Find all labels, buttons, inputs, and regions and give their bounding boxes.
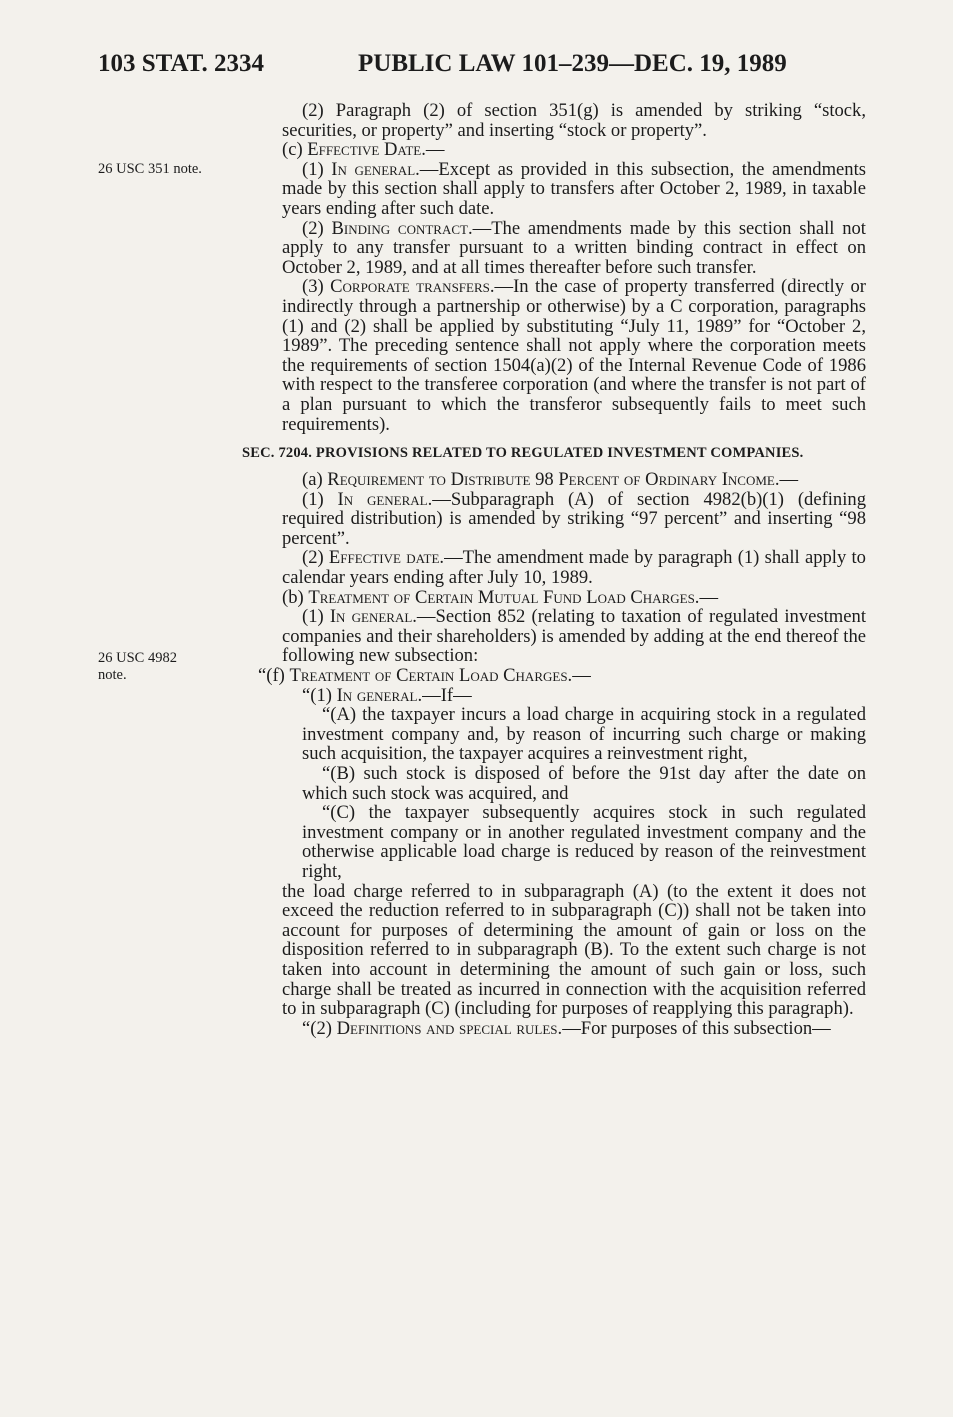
c-label: (c) — [282, 139, 308, 161]
a2-text: —The amendment made by paragraph (1) shall apply to calendar years ending after July 10, 1989. — [282, 547, 866, 589]
c-dash: — — [425, 139, 445, 161]
c1-text: —Except as provided in this subsection, the amendments made by this section shall apply to transfers after October 2, 1989, in taxable years ending after such date. — [282, 158, 866, 219]
f-dash: — — [572, 665, 591, 687]
a1-head: In general. — [337, 488, 433, 510]
paragraph-b1 — [282, 607, 866, 666]
a2-head: Effective date. — [328, 547, 445, 569]
c1-head: In general. — [331, 158, 420, 180]
b-head: Treatment of Certain Mutual Fund Load Charges. — [308, 586, 700, 608]
subparagraph-fB: “(B) such stock is disposed of before the 91st day after the date on which such stock was acquired, and — [302, 763, 866, 804]
margin-note-4982-line2: note. — [98, 667, 127, 683]
margin-note-351: 26 USC 351 note. — [98, 161, 202, 177]
a2-num: (2) — [302, 547, 329, 569]
document-body — [242, 100, 866, 1039]
paragraph-a2 — [282, 548, 866, 587]
paragraph-a1 — [282, 490, 866, 549]
subsection-f-heading — [258, 666, 866, 686]
b1-text: —Section 852 (relating to taxation of regulated investment companies and their shareholders) is amended by adding at the end thereof the following new subsection: — [282, 606, 866, 667]
paragraph-f1-continuation: the load charge referred to in subparagraph (A) (to the extent it does not exceed the reduction referred to in subparagraph (C)) shall not be taken into account for purposes of determining the amount of gain or loss on the disposition referred to in subparagraph (B). To the extent such charge is not taken into account in determining the amount of such gain or loss, such charge shall be treated as incurred in connection with the acquisition referred to in subparagraph (C) (including for purposes of reapplying this paragraph). — [282, 880, 866, 1020]
c3-num: (3) — [302, 276, 331, 298]
a-label: (a) — [302, 469, 328, 491]
subsection-b-heading — [282, 588, 866, 608]
c2-head: Binding contract. — [331, 217, 473, 239]
paragraph-f1 — [282, 686, 866, 706]
f2-num: “(2) — [302, 1017, 337, 1039]
c3-head: Corporate transfers. — [330, 276, 495, 298]
subparagraph-fA: “(A) the taxpayer incurs a load charge in acquiring stock in a regulated investment company and, by reason of incurring such charge or making such acquisition, the taxpayer acquires a reinvestment right, — [302, 704, 866, 765]
paragraph-c2 — [282, 219, 866, 278]
a1-num: (1) — [302, 488, 338, 510]
section-7204-heading: SEC. 7204. PROVISIONS RELATED TO REGULATED INVESTMENT COMPANIES. — [242, 445, 804, 462]
a1-text: —Subparagraph (A) of section 4982(b)(1) (defining required distribution) is amended by striking “97 percent” and inserting “98 percent”. — [282, 488, 866, 549]
f1-head: In general. — [336, 684, 423, 706]
b-label: (b) — [282, 586, 309, 608]
subsection-a-heading — [242, 470, 866, 490]
b-dash: — — [699, 586, 719, 608]
b1-num: (1) — [302, 606, 330, 628]
f-label: “(f) — [258, 665, 290, 687]
c1-num: (1) — [302, 158, 332, 180]
page-header — [98, 50, 858, 84]
a-dash: — — [779, 469, 799, 491]
c3-text: —In the case of property transferred (directly or indirectly through a partnership or otherwise) by a C corporation, paragraphs (1) and (2) shall be applied by substituting “July 11, 1989” for “October 2, 1989”. The preceding sentence shall not apply where the corporation meets the requirements of section 1504(a)(2) of the Internal Revenue Code of 1986 with respect to the transferee corporation (and where the transfer is not part of a plan pursuant to which the transferor subsequently fails to meet such requirements). — [282, 276, 866, 435]
margin-note-4982 — [98, 650, 177, 684]
f2-head: Definitions and special rules. — [336, 1017, 563, 1039]
c2-num: (2) — [302, 217, 332, 239]
subsection-c-heading — [282, 140, 866, 160]
paragraph-c3 — [282, 277, 866, 434]
c2-text: —The amendments made by this section shall not apply to any transfer pursuant to a written binding contract in effect on October 2, 1989, and at all times thereafter before such transfer. — [282, 217, 866, 278]
margin-note-4982-line1: 26 USC 4982 — [98, 650, 177, 666]
a-head: Requirement to Distribute 98 Percent of Ordinary Income. — [327, 469, 780, 491]
paragraph-f2 — [282, 1019, 866, 1039]
b1-head: In general. — [329, 606, 417, 628]
c-head: Effective Date. — [307, 139, 426, 161]
f-head: Treatment of Certain Load Charges. — [289, 665, 573, 687]
subparagraph-fC: “(C) the taxpayer subsequently acquires stock in such regulated investment company or in another regulated investment company and the otherwise applicable load charge is reduced by reason of the reinvestment right, — [302, 802, 866, 882]
stat-page-number: 103 STAT. 2334 — [98, 50, 264, 77]
paragraph-c1 — [282, 160, 866, 219]
f1-text: —If— — [422, 684, 472, 706]
running-head: PUBLIC LAW 101–239—DEC. 19, 1989 — [358, 50, 787, 77]
paragraph-b2: (2) Paragraph (2) of section 351(g) is amended by striking “stock, securities, or property” and inserting “stock or property”. — [282, 100, 866, 141]
f2-text: —For purposes of this subsection— — [562, 1017, 831, 1039]
f1-num: “(1) — [302, 684, 337, 706]
